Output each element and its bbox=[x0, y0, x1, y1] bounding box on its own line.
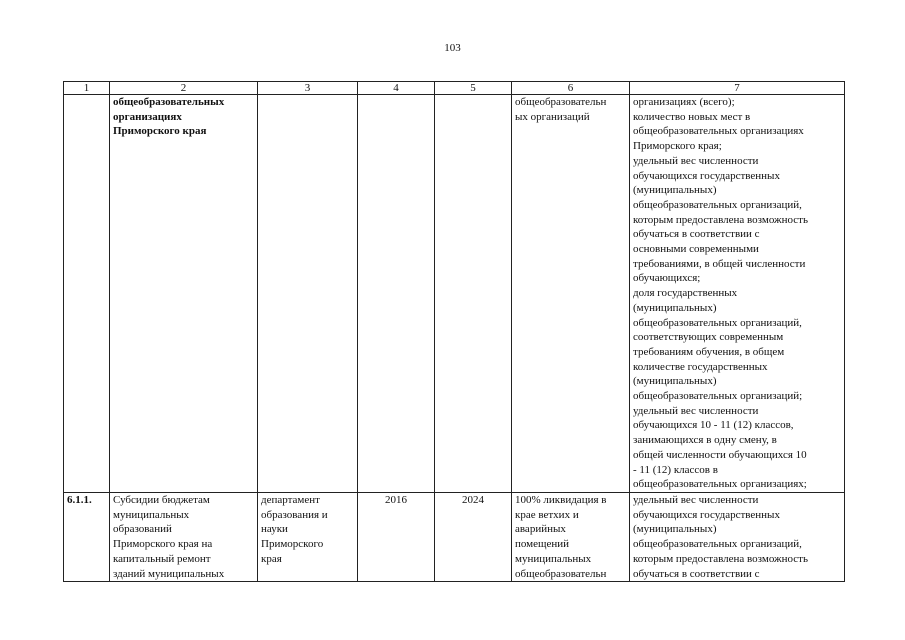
row2-col2-cell bbox=[110, 492, 258, 581]
cell-text-line: общеобразовательн bbox=[515, 96, 607, 108]
cell-text-line: капитальный ремонт bbox=[113, 552, 211, 565]
header-cell: 2 bbox=[110, 82, 258, 95]
cell-text-line: ых организаций bbox=[515, 110, 590, 123]
cell-text-line: которым предоставлена возможность bbox=[633, 213, 809, 226]
cell-text-line: организациях (всего); bbox=[633, 96, 735, 108]
cell-text-line: департамент bbox=[261, 493, 320, 506]
cell-text-line: общеобразовательных организаций, bbox=[633, 316, 802, 329]
cell-text-line: Приморского края; bbox=[633, 140, 722, 153]
cell-text-line: соответствующих современным bbox=[633, 331, 784, 344]
row1-col1-cell bbox=[64, 95, 110, 493]
cell-text-line: обучаться в соответствии с bbox=[633, 567, 760, 580]
cell-text-line: требованиям обучения, в общем bbox=[633, 345, 785, 358]
header-cell: 6 bbox=[512, 82, 630, 95]
row2-col7-cell bbox=[630, 492, 845, 581]
row1-col5-cell bbox=[435, 95, 512, 493]
cell-text-line: образований bbox=[113, 523, 172, 536]
cell-text-line: требованиями, в общей численности bbox=[633, 257, 806, 270]
cell-text-line: общеобразовательн bbox=[515, 567, 607, 580]
row2-start-year-cell: 2016 bbox=[358, 492, 435, 581]
cell-text-line: занимающихся в одну смену, в bbox=[633, 434, 777, 447]
cell-text-line: (муниципальных) bbox=[633, 184, 717, 197]
cell-text-line: образования и bbox=[261, 508, 328, 521]
cell-text-line: Субсидии бюджетам bbox=[113, 493, 210, 506]
cell-text-line: (муниципальных) bbox=[633, 375, 717, 388]
cell-text-line: муниципальных bbox=[515, 552, 592, 565]
header-cell: 5 bbox=[435, 82, 512, 95]
cell-text-line: основными современными bbox=[633, 243, 759, 256]
cell-text-line: муниципальных bbox=[113, 508, 190, 521]
cell-text-line: (муниципальных) bbox=[633, 523, 717, 536]
row1-col4-cell bbox=[358, 95, 435, 493]
cell-text-line: удельный вес численности bbox=[633, 154, 759, 167]
cell-text-line: обучающихся государственных bbox=[633, 169, 780, 182]
cell-text-line: помещений bbox=[515, 538, 570, 551]
row1-col7-cell bbox=[630, 95, 845, 493]
cell-text-line: - 11 (12) классов в bbox=[633, 463, 718, 476]
cell-text-line: организациях bbox=[113, 110, 182, 123]
cell-text-line: Приморского bbox=[261, 538, 324, 551]
cell-text-line: количестве государственных bbox=[633, 360, 768, 373]
cell-text-line: общеобразовательных организаций, bbox=[633, 538, 802, 551]
cell-text-line: аварийных bbox=[515, 523, 566, 536]
row2-col6-cell bbox=[512, 492, 630, 581]
cell-text-line: края bbox=[261, 552, 282, 565]
cell-text-line: общеобразовательных организациях bbox=[633, 125, 804, 138]
cell-text-line: общеобразовательных организаций; bbox=[633, 390, 803, 403]
row2-col3-cell bbox=[258, 492, 358, 581]
header-cell: 1 bbox=[64, 82, 110, 95]
cell-text-line: (муниципальных) bbox=[633, 301, 717, 314]
table-row bbox=[64, 95, 845, 493]
row2-end-year-cell: 2024 bbox=[435, 492, 512, 581]
cell-text-line: науки bbox=[261, 523, 288, 536]
cell-text-line: доля государственных bbox=[633, 287, 738, 300]
table-row bbox=[64, 492, 845, 581]
cell-text-line: обучаться в соответствии с bbox=[633, 228, 760, 241]
header-cell: 7 bbox=[630, 82, 845, 95]
cell-text-line: 100% ликвидация в bbox=[515, 493, 607, 506]
row1-col3-cell bbox=[258, 95, 358, 493]
cell-text-line: Приморского края bbox=[113, 125, 207, 138]
cell-text-line: Приморского края на bbox=[113, 538, 213, 551]
cell-text-line: удельный вес численности bbox=[633, 493, 759, 506]
cell-text-line: зданий муниципальных bbox=[113, 567, 225, 580]
row2-number-cell: 6.1.1. bbox=[64, 492, 110, 581]
cell-text-line: которым предоставлена возможность bbox=[633, 552, 809, 565]
cell-text-line: обучающихся; bbox=[633, 272, 701, 285]
row1-col6-cell bbox=[512, 95, 630, 493]
cell-text-line: крае ветхих и bbox=[515, 508, 579, 521]
cell-text-line: общей численности обучающихся 10 bbox=[633, 448, 807, 461]
cell-text-line: общеобразовательных организаций, bbox=[633, 198, 802, 211]
document-table bbox=[63, 81, 845, 582]
cell-text-line: общеобразовательных организациях; bbox=[633, 478, 807, 491]
cell-text-line: обучающихся государственных bbox=[633, 508, 780, 521]
page-number: 103 bbox=[444, 42, 461, 54]
header-cell: 4 bbox=[358, 82, 435, 95]
header-cell: 3 bbox=[258, 82, 358, 95]
cell-text-line: общеобразовательных bbox=[113, 96, 225, 108]
cell-text-line: количество новых мест в bbox=[633, 110, 751, 123]
row1-col2-cell bbox=[110, 95, 258, 493]
cell-text-line: обучающихся 10 - 11 (12) классов, bbox=[633, 419, 794, 432]
table-header-row bbox=[64, 82, 845, 95]
cell-text-line: удельный вес численности bbox=[633, 404, 759, 417]
